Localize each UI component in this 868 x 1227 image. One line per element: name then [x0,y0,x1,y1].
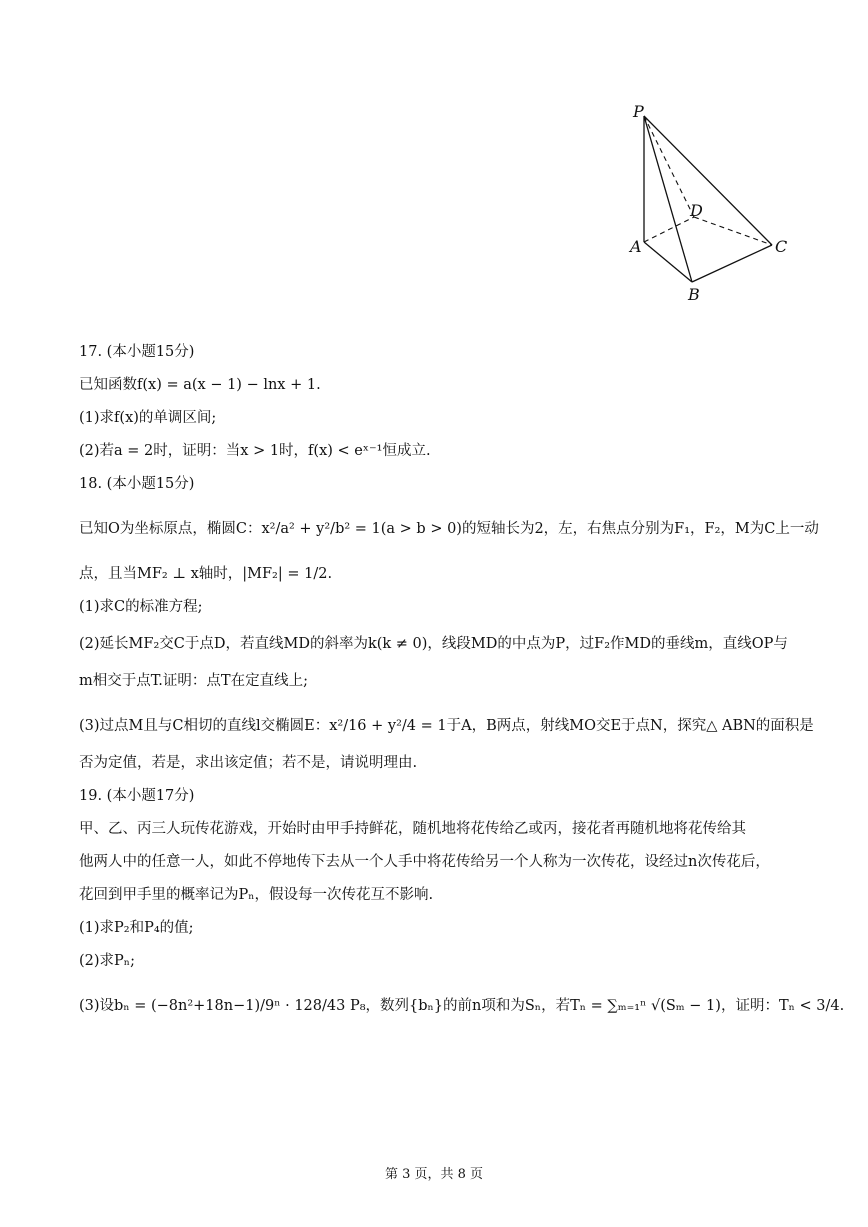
q19-part2: (2)求Pₙ; [79,953,135,969]
edge-DC [694,217,772,245]
questions [79,342,845,1016]
q18-part3-line1: (3)过点M且与C相切的直线l交椭圆E：x²/16 + y²/4 = 1于A，B两点，射线MO交E于点N，探究△ ABN的面积是 [79,718,814,734]
q19-part1: (1)求P₂和P₄的值; [79,920,194,936]
pyramid-figure [620,100,800,305]
label-C: C [775,237,788,256]
q18-part1: (1)求C的标准方程; [79,599,203,615]
label-D: D [690,201,703,220]
label-B: B [688,285,700,304]
q18-heading: 18. (本小题15分) [79,476,195,492]
page-footer: 第 3 页，共 8 页 [384,1167,484,1182]
pyramid-diagram [620,100,800,305]
q19-heading: 19. (本小题17分) [79,788,195,804]
q18-part3-line2: 否为定值，若是，求出该定值；若不是，请说明理由. [79,755,418,771]
q17-stem: 已知函数f(x) = a(x − 1) − lnx + 1. [79,377,321,393]
q17-heading: 17. (本小题15分) [79,344,195,360]
edge-BC [692,245,772,282]
label-A: A [630,237,642,256]
q19-part3: (3)设bₙ = (−8n²+18n−1)/9ⁿ · 128/43 P₈，数列{bₙ}的前n项和为Sₙ，若Tₙ = ∑ₘ₌₁ⁿ √(Sₘ − 1)，证明：Tₙ < 3/4. [79,998,845,1014]
q17-part2: (2)若a = 2时，证明：当x > 1时，f(x) < eˣ⁻¹恒成立. [79,443,431,459]
q18-stem-line1: 已知O为坐标原点，椭圆C：x²/a² + y²/b² = 1(a > b > 0)的短轴长为2，左，右焦点分别为F₁，F₂，M为C上一动 [79,521,819,537]
edge-AD [644,217,694,242]
label-P: P [633,102,644,121]
q17-part1: (1)求f(x)的单调区间; [79,410,217,426]
q18-part2-line2: m相交于点T.证明：点T在定直线上; [79,673,308,689]
q18-part2-line1: (2)延长MF₂交C于点D，若直线MD的斜率为k(k ≠ 0)，线段MD的中点为P，过F₂作MD的垂线m，直线OP与 [79,636,788,652]
q19-stem-line3: 花回到甲手里的概率记为Pₙ，假设每一次传花互不影响. [79,887,434,903]
q19-stem-line2: 他两人中的任意一人，如此不停地传下去从一个人手中将花传给另一个人称为一次传花，设经过n次传花后， [79,854,770,870]
q18-stem-line2: 点，且当MF₂ ⊥ x轴时，|MF₂| = 1/2. [79,566,333,582]
edge-AB [644,242,692,282]
q19-stem-line1: 甲、乙、丙三人玩传花游戏，开始时由甲手持鲜花，随机地将花传给乙或丙，接花者再随机地将花传给其 [79,821,746,837]
